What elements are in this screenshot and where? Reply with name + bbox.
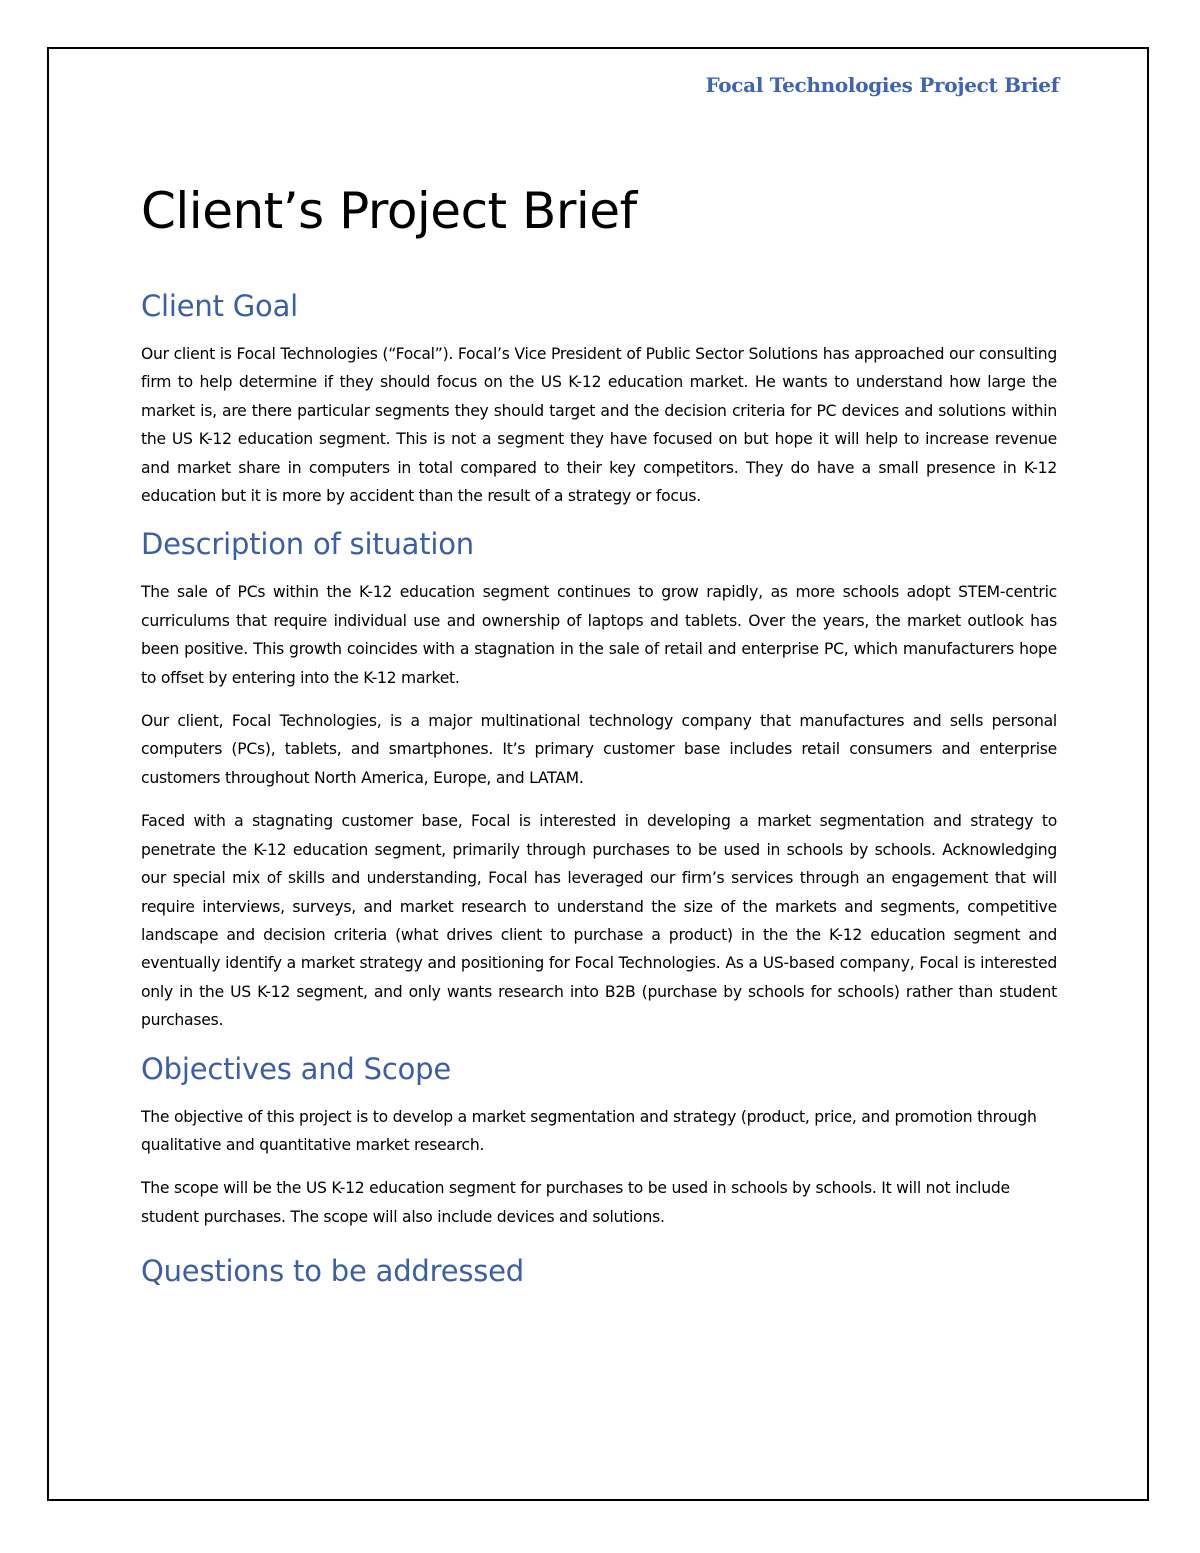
section-heading-description: Description of situation	[141, 527, 474, 562]
section-heading-client-goal: Client Goal	[141, 289, 299, 323]
objectives-paragraph-2: The scope will be the US K-12 education segment for purchases to be used in schools by schools. It will not include student purchases. The scope will also include devices and solutions.	[141, 1179, 1010, 1226]
document-title: Client’s Project Brief	[141, 182, 637, 240]
objectives-paragraph-1: The objective of this project is to develop a market segmentation and strategy (product, price, and promotion through qualitative and quantitative market research.	[141, 1107, 1037, 1154]
section-heading-questions: Questions to be addressed	[141, 1254, 525, 1289]
description-paragraph-2: Our client, Focal Technologies, is a major multinational technology company that manufactures and sells personal computers (PCs), tablets, and smartphones. It’s primary customer base includes retail consumers and enterprise customers throughout North America, Europe, and LATAM.	[141, 712, 1057, 787]
description-paragraph-1: The sale of PCs within the K-12 education segment continues to grow rapidly, as more schools adopt STEM-centric curriculums that require individual use and ownership of laptops and tablets. Over the years, the market outlook has been positive. This growth coincides with a stagnation in the sale of retail and enterprise PC, which manufacturers hope to offset by entering into the K-12 market.	[141, 583, 1057, 687]
document-body	[141, 178, 1057, 1291]
client-goal-paragraph: Our client is Focal Technologies (“Focal”). Focal’s Vice President of Public Sector Solutions has approached our consulting firm to help determine if they should focus on the US K-12 education market. He wants to understand how large the market is, are there particular segments they should target and the decision criteria for PC devices and solutions within the US K-12 education segment. This is not a segment they have focused on but hope it will help to increase revenue and market share in computers in total compared to their key competitors. They do have a small presence in K-12 education but it is more by accident than the result of a strategy or focus.	[141, 345, 1057, 506]
description-paragraph-3: Faced with a stagnating customer base, Focal is interested in developing a market segmentation and strategy to penetrate the K-12 education segment, primarily through purchases to be used in schools by schools. Acknowledging our special mix of skills and understanding, Focal has leveraged our firm’s services through an engagement that will require interviews, surveys, and market research to understand the size of the markets and segments, competitive landscape and decision criteria (what drives client to purchase a product) in the the K-12 education segment and eventually identify a market strategy and positioning for Focal Technologies. As a US-based company, Focal is interested only in the US K-12 segment, and only wants research into B2B (purchase by schools for schools) rather than student purchases.	[141, 812, 1057, 1030]
section-heading-objectives: Objectives and Scope	[141, 1051, 451, 1086]
running-header: Focal Technologies Project Brief	[705, 73, 1059, 97]
